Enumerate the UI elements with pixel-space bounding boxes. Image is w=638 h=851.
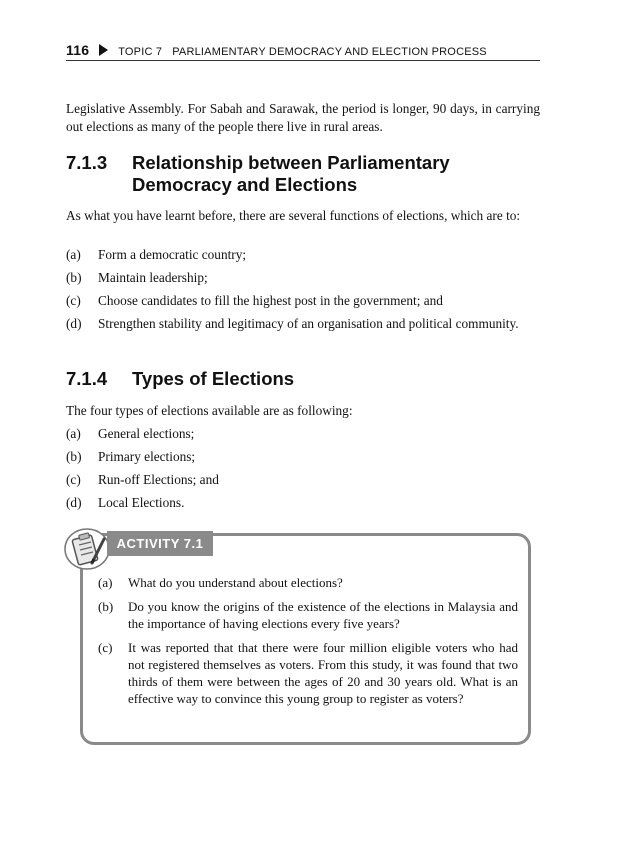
list-label: (d)	[66, 316, 82, 331]
list-item	[66, 494, 540, 511]
list-label: (c)	[66, 293, 81, 308]
section-number: 7.1.3	[66, 152, 108, 173]
list-label: (b)	[66, 270, 82, 285]
list-item	[66, 425, 540, 442]
list-label: (a)	[66, 247, 81, 262]
list-item	[66, 292, 540, 309]
list-label: (c)	[98, 640, 113, 655]
section-heading-7-1-3	[66, 152, 540, 196]
list-item	[66, 448, 540, 465]
list-item	[98, 598, 518, 632]
list-text: It was reported that that there were four million eligible voters who had not registered themselves as voters. From this study, it was found that two thirds of them were between the ages of 20 and 30 years old. What is an effective way to convince this young group to register as voters?	[128, 640, 518, 706]
activity-questions-list	[98, 574, 518, 714]
list-text: Local Elections.	[98, 495, 185, 510]
election-types-list	[66, 425, 540, 517]
page-header	[66, 38, 540, 61]
clipboard-pencil-icon	[62, 523, 112, 573]
list-item	[66, 471, 540, 488]
section-intro: As what you have learnt before, there are several functions of elections, which are to:	[66, 208, 521, 223]
election-functions-list	[66, 246, 540, 338]
triangle-arrow-icon	[99, 44, 108, 56]
intro-paragraph: Legislative Assembly. For Sabah and Sarawak, the period is longer, 90 days, in carrying out elections as many of the people there live in rural areas.	[66, 101, 540, 134]
section-title: Relationship between Parliamentary Democracy and Elections	[132, 152, 450, 195]
list-label: (d)	[66, 495, 82, 510]
list-item	[66, 269, 540, 286]
list-text: Strengthen stability and legitimacy of an organisation and political community.	[98, 316, 519, 331]
list-item	[66, 315, 540, 332]
list-text: General elections;	[98, 426, 195, 441]
activity-label: ACTIVITY 7.1	[107, 531, 213, 556]
section-title: Types of Elections	[132, 368, 295, 389]
list-item	[66, 246, 540, 263]
list-label: (b)	[66, 449, 82, 464]
list-text: Maintain leadership;	[98, 270, 208, 285]
list-label: (c)	[66, 472, 81, 487]
list-text: Run-off Elections; and	[98, 472, 219, 487]
section-heading-7-1-4	[66, 368, 540, 390]
header-title: PARLIAMENTARY DEMOCRACY AND ELECTION PROCESS	[172, 46, 487, 58]
list-label: (a)	[66, 426, 81, 441]
list-item	[98, 574, 518, 591]
section-intro: The four types of elections available are as following:	[66, 403, 353, 418]
topic-label: TOPIC 7	[118, 46, 163, 58]
list-text: Form a democratic country;	[98, 247, 247, 262]
page-number: 116	[66, 42, 90, 58]
list-text: What do you understand about elections?	[128, 575, 343, 590]
list-item	[98, 639, 518, 707]
list-text: Primary elections;	[98, 449, 196, 464]
list-label: (b)	[98, 599, 114, 614]
list-text: Choose candidates to fill the highest post in the government; and	[98, 293, 443, 308]
list-label: (a)	[98, 575, 113, 590]
list-text: Do you know the origins of the existence of the elections in Malaysia and the importance of having elections every five years?	[128, 599, 518, 631]
section-number: 7.1.4	[66, 368, 108, 389]
